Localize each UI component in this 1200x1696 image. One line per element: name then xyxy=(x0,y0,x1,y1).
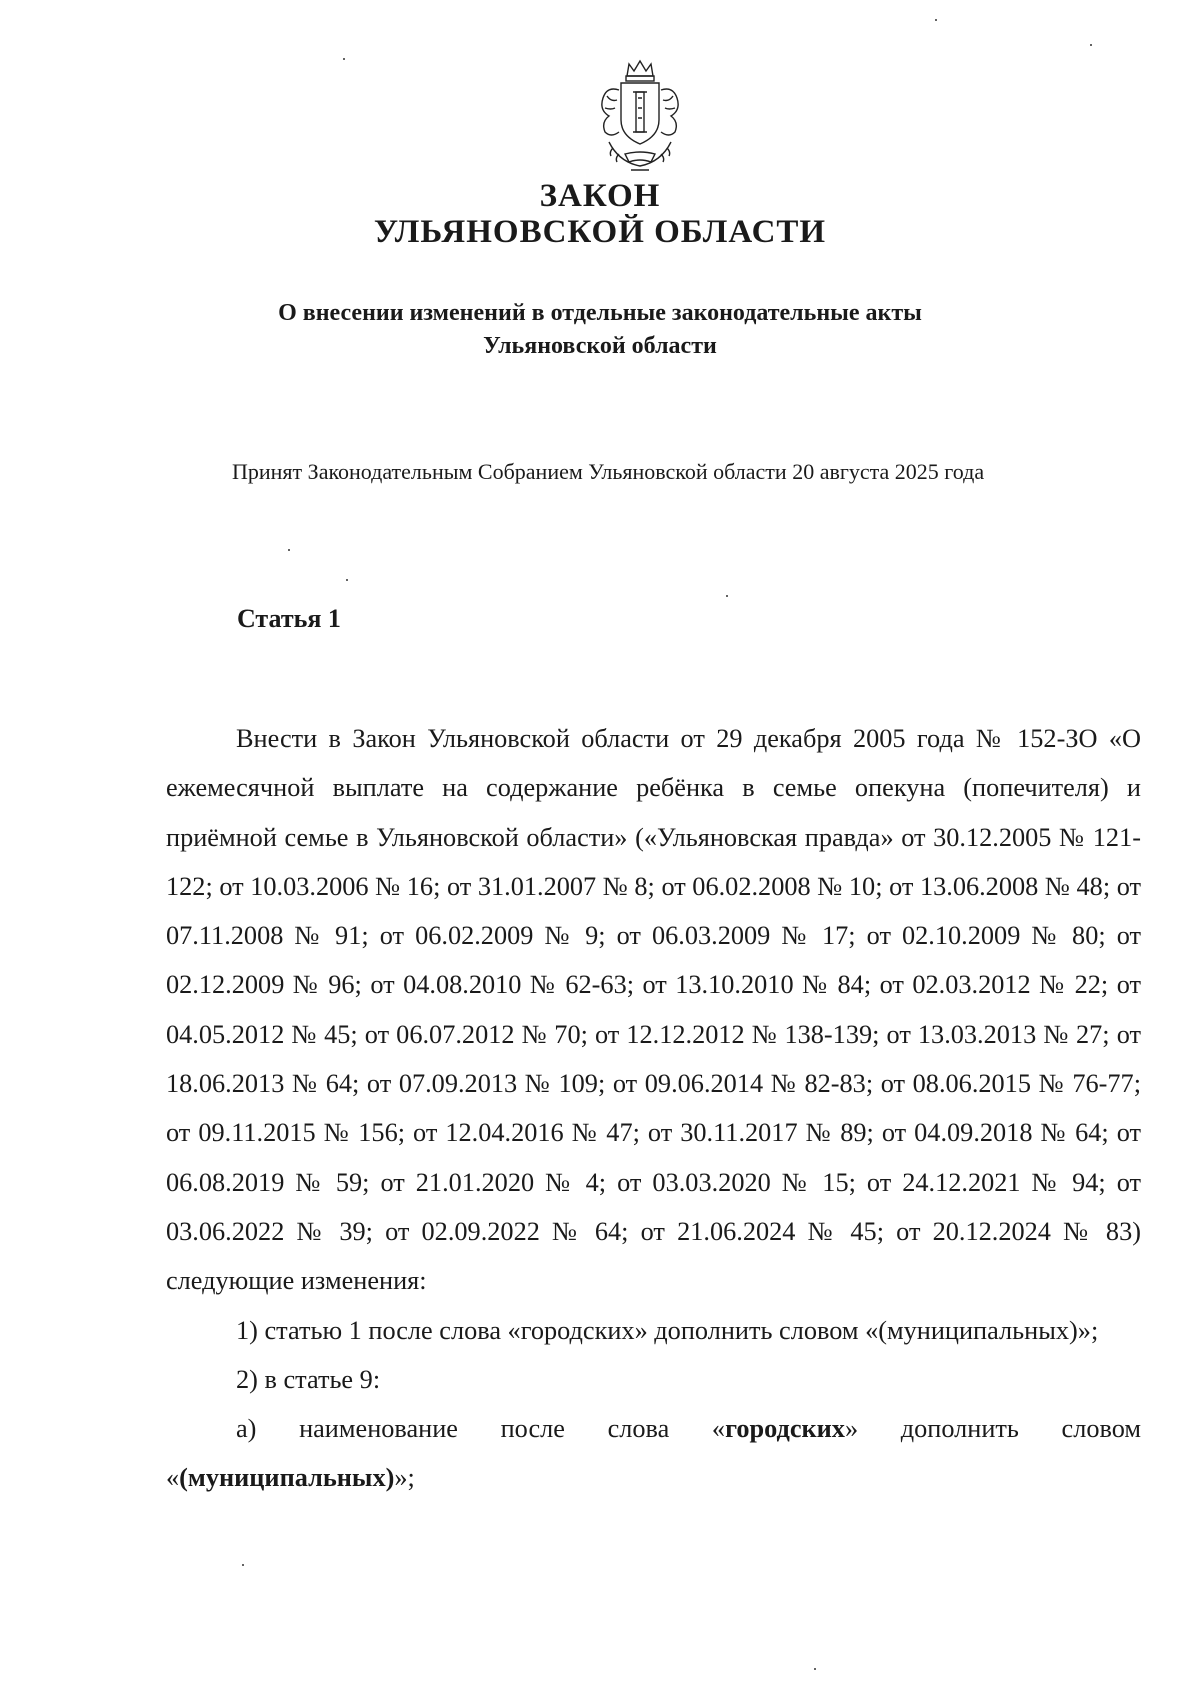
law-subject-line2: Ульяновской области xyxy=(483,333,717,359)
article-item-1: 1) статью 1 после слова «городских» дополнить словом «(муниципальных)»; xyxy=(236,1315,1099,1345)
item-2a-bold-word-1: городских xyxy=(725,1414,845,1444)
article-intro-paragraph: Внести в Закон Ульяновской области от 29 декабря 2005 года № 152-ЗО «О ежемесячной выплате на содержание ребёнка в семье опекуна (попечителя) и приёмной семье в Ульяновской области» («Ульяновская правда» от 30.12.2005 № 121-122; от 10.03.2006 № 16; от 31.01.2007 № 8; от 06.02.2008 № 10; от 13.06.2008 № 48; от 07.11.2008 № 91; от 06.02.2009 № 9; от 06.03.2009 № 17; от 02.10.2009 № 80; от 02.12.2009 № 96; от 04.08.2010 № 62-63; от 13.10.2010 № 84; от 02.03.2012 № 22; от 04.05.2012 № 45; от 06.07.2012 № 70; от 12.12.2012 № 138-139; от 13.03.2013 № 27; от 18.06.2013 № 64; от 07.09.2013 № 109; от 09.06.2014 № 82-83; от 08.06.2015 № 76-77; от 09.11.2015 № 156; от 12.04.2016 № 47; от 30.11.2017 № 89; от 04.09.2018 № 64; от 06.08.2019 № 59; от 21.01.2020 № 4; от 03.03.2020 № 15; от 24.12.2021 № 94; от 03.06.2022 № 39; от 02.09.2022 № 64; от 21.06.2024 № 45; от 20.12.2024 № 83) следующие изменения: xyxy=(166,724,1141,1296)
scan-speck xyxy=(726,595,728,597)
coat-of-arms-icon xyxy=(589,58,691,176)
item-2a-bold-word-2: (муниципальных) xyxy=(179,1463,395,1493)
scan-speck xyxy=(288,549,290,551)
article-heading: Статья 1 xyxy=(237,604,341,633)
article-body xyxy=(166,714,1141,1503)
law-title-line2: УЛЬЯНОВСКОЙ ОБЛАСТИ xyxy=(373,214,827,250)
law-title-line1: ЗАКОН xyxy=(539,178,661,214)
scan-speck xyxy=(935,19,937,21)
adoption-note: Принят Законодательным Собранием Ульяновской области 20 августа 2025 года xyxy=(232,459,985,484)
scan-speck xyxy=(346,579,348,581)
article-item-2: 2) в статье 9: xyxy=(236,1364,381,1394)
scan-speck xyxy=(1090,44,1092,46)
law-subject-line1: О внесении изменений в отдельные законодательные акты xyxy=(278,300,922,326)
item-2a-suffix: »; xyxy=(394,1463,415,1493)
scan-speck xyxy=(814,1668,816,1670)
scan-speck xyxy=(343,58,345,60)
scan-speck xyxy=(242,1564,244,1566)
item-2a-prefix: а) наименование после слова « xyxy=(236,1414,726,1444)
article-item-2a xyxy=(166,1404,1141,1503)
item-2a-middle: » дополнить словом « xyxy=(166,1414,1141,1493)
